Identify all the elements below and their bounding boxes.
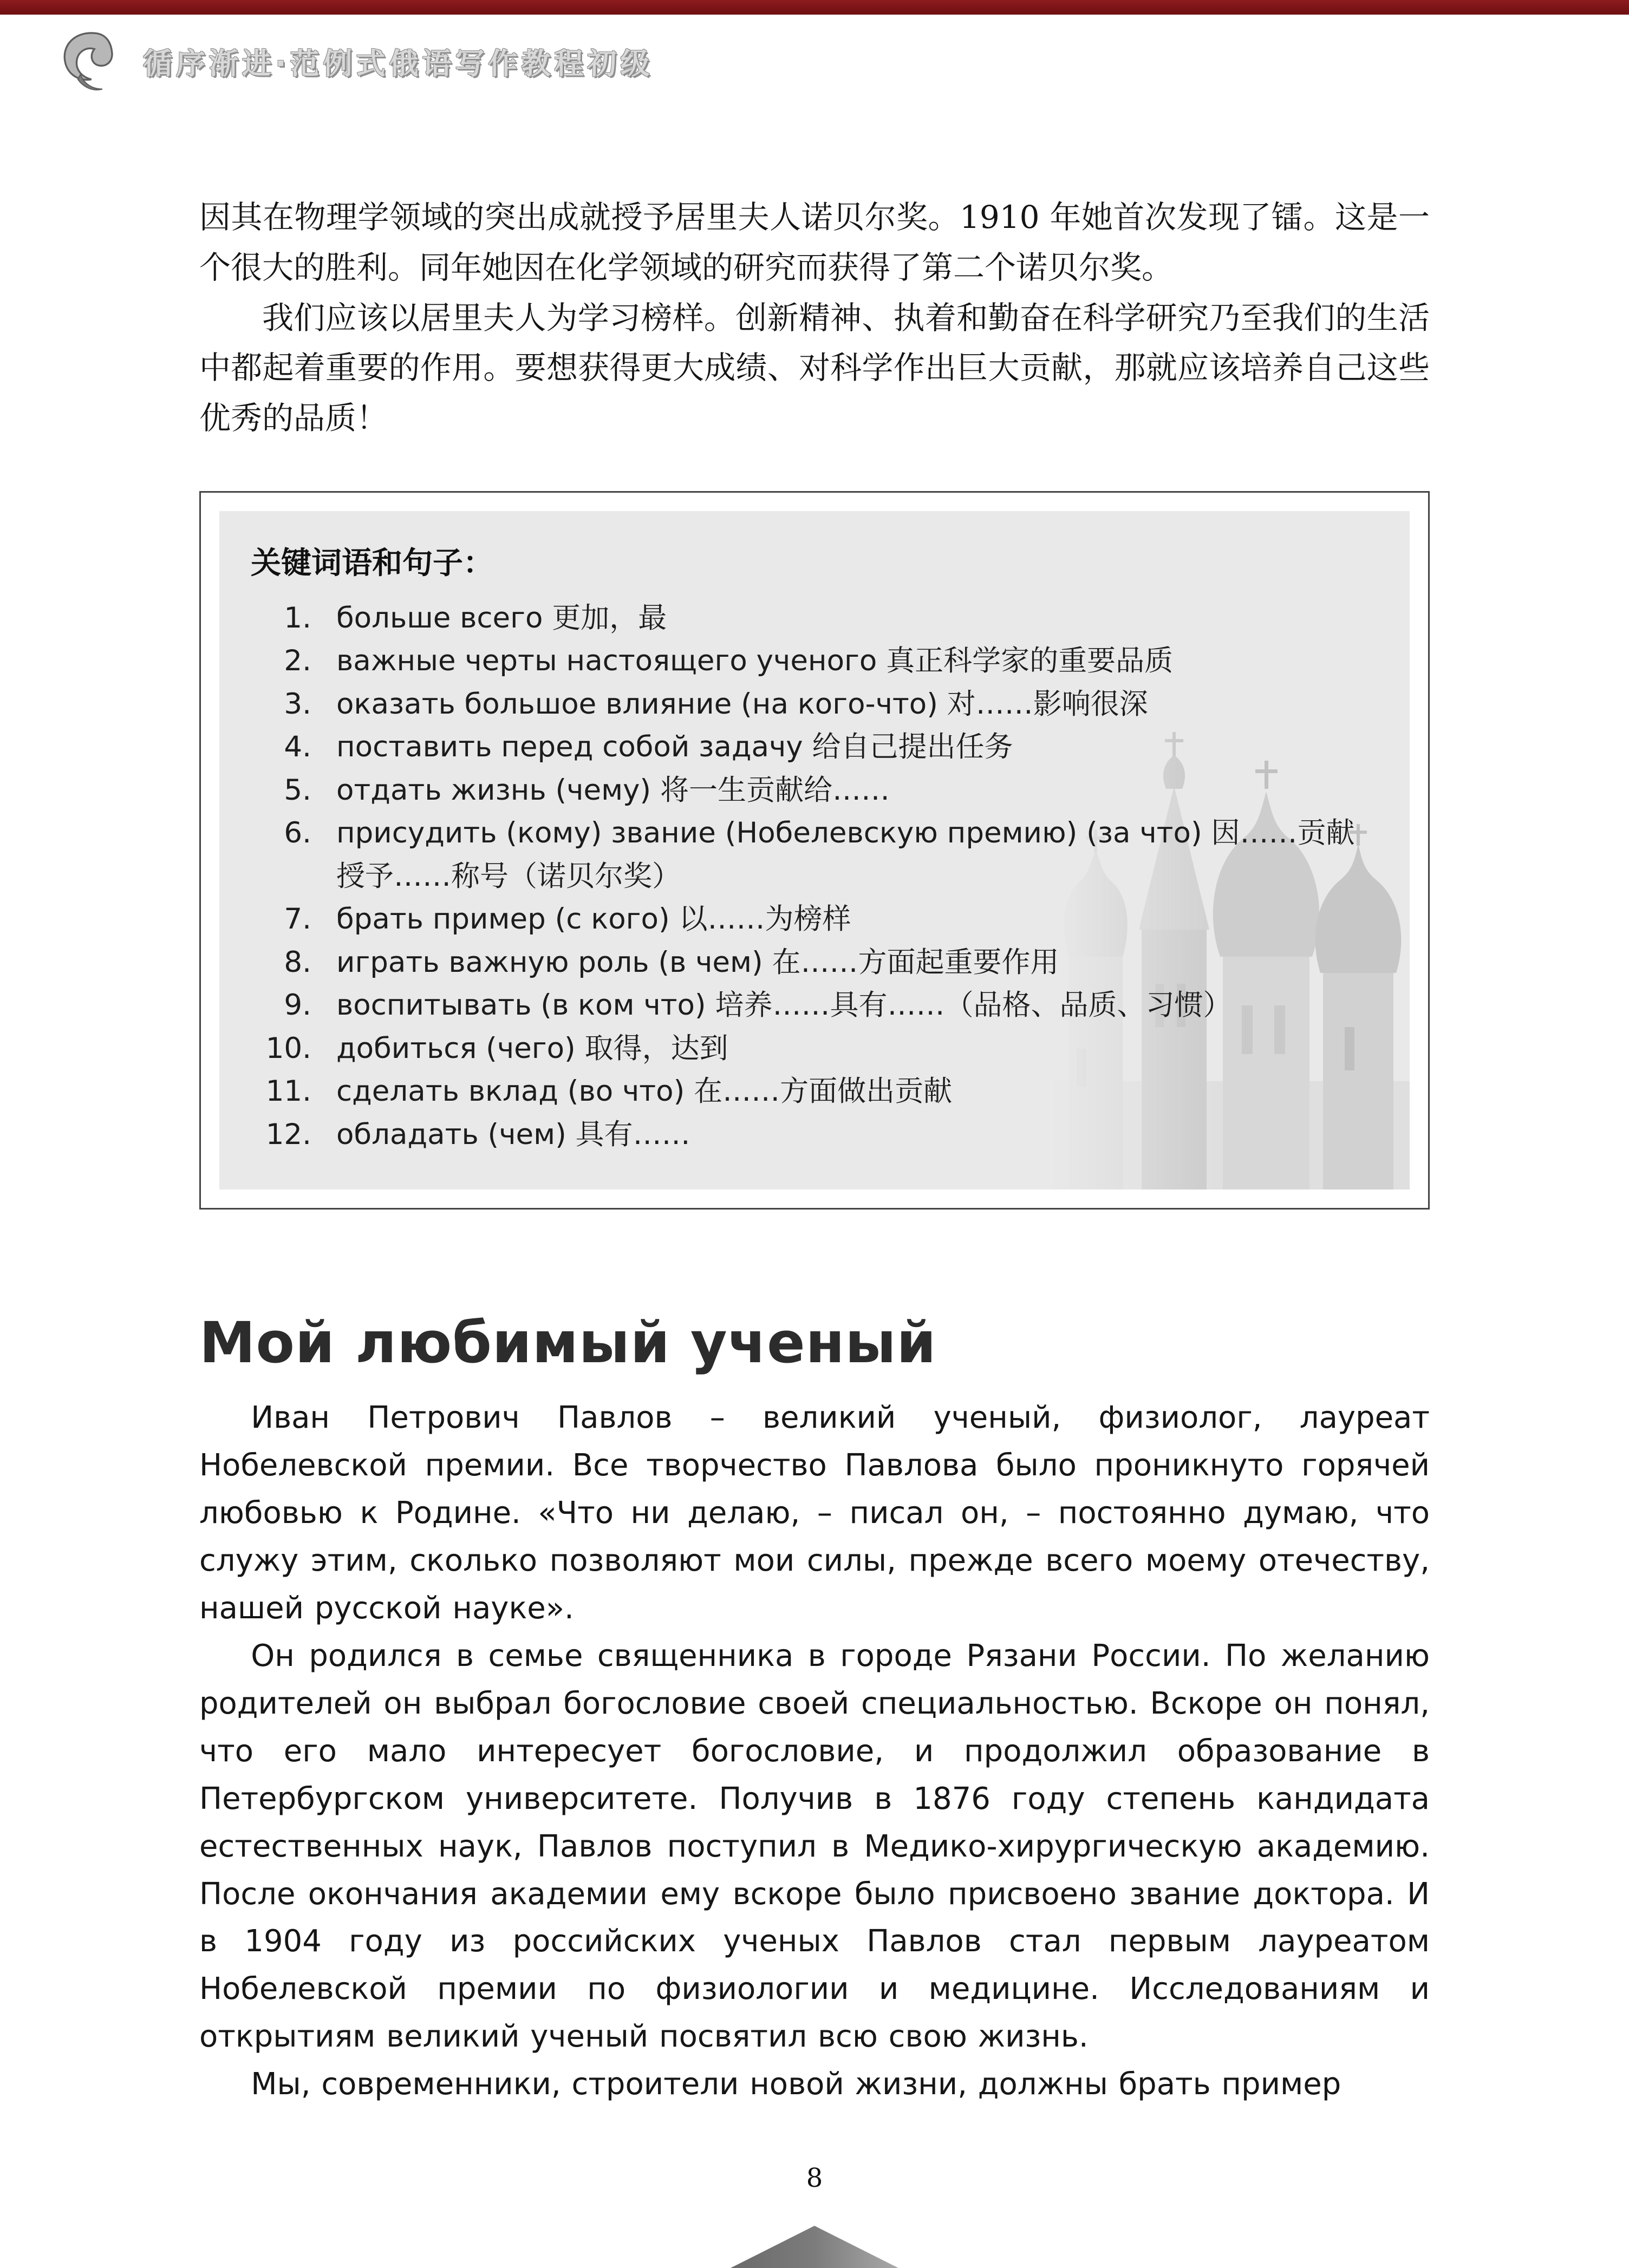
item-text: важные черты настоящего ученого 真正科学家的重要品质 (336, 644, 1174, 678)
key-phrase-item (251, 812, 1378, 898)
publisher-logo-icon (58, 31, 128, 91)
key-phrases-title: 关键词语和句子： (251, 545, 493, 581)
page-number: 8 (806, 2163, 823, 2193)
item-number: 9. (284, 989, 311, 1022)
key-phrase-item (251, 1027, 1378, 1070)
item-number: 12. (265, 1117, 311, 1151)
top-accent-bar (0, 0, 1629, 15)
item-text: сделать вклад (во что) 在……方面做出贡献 (336, 1075, 953, 1108)
key-phrase-item (251, 769, 1378, 812)
key-phrase-item (251, 941, 1378, 984)
key-phrase-item (251, 898, 1378, 941)
key-phrases-box (199, 491, 1430, 1210)
item-text: брать пример (с кого) 以……为榜样 (336, 903, 851, 936)
item-number: 7. (284, 903, 311, 936)
intro-paragraph-1: 因其在物理学领域的突出成就授予居里夫人诺贝尔奖。1910 年她首次发现了镭。这是一个很大的胜利。同年她因在化学领域的研究而获得了第二个诺贝尔奖。 (199, 199, 1430, 286)
key-phrases-list (251, 597, 1378, 1156)
item-text: добиться (чего) 取得，达到 (336, 1031, 728, 1065)
item-number: 6. (284, 816, 311, 850)
item-number: 1. (284, 601, 311, 635)
key-phrase-item (251, 597, 1378, 640)
article-title: Мой любимый ученый (199, 1310, 937, 1376)
page-content (0, 96, 1629, 2108)
item-number: 5. (284, 773, 311, 807)
item-text: оказать большое влияние (на кого-что) 对……影响很深 (336, 687, 1148, 721)
item-number: 10. (265, 1031, 311, 1065)
item-text: присудить (кому) звание (Нобелевскую премию) (за что) 因……贡献授予……称号（诺贝尔奖） (336, 816, 1355, 893)
item-text: поставить перед собой задачу 给自己提出任务 (336, 730, 1013, 764)
item-number: 4. (284, 730, 311, 764)
key-phrase-item (251, 726, 1378, 769)
intro-paragraph-2: 我们应该以居里夫人为学习榜样。创新精神、执着和勤奋在科学研究乃至我们的生活中都起着重要的作用。要想获得更大成绩、对科学作出巨大贡献，那就应该培养自己这些优秀的品质！ (199, 299, 1430, 437)
key-phrases-panel (219, 511, 1410, 1190)
item-text: играть важную роль (в чем) 在……方面起重要作用 (336, 945, 1059, 979)
key-phrase-item (251, 683, 1378, 726)
item-number: 8. (284, 945, 311, 979)
item-number: 3. (284, 687, 311, 721)
book-title: 循序渐进·范例式俄语写作教程初级 (143, 46, 654, 81)
page-header (0, 15, 1629, 96)
key-phrase-item (251, 1113, 1378, 1156)
article-paragraph-3: Мы, современники, строители новой жизни, должны брать пример (251, 2067, 1341, 2102)
article-paragraph-2: Он родился в семье священника в городе Рязани России. По желанию родителей он выбрал богословие своей специальностью. Вскоре он понял, что его мало интересует богословие, и продолжил образование в Петербургском университете. Получив в 1876 году степень кандидата естественных наук, Павлов поступил в Медико-хирургическую академию. После окончания академии ему вскоре было присвоено звание доктора. И в 1904 году из российских ученых Павлов стал первым лауреатом Нобелевской премии по физиологии и медицине. Исследованиям и открытиям великий ученый посвятил всю свою жизнь. (199, 1638, 1430, 2055)
key-phrase-item (251, 639, 1378, 683)
key-phrase-item (251, 1070, 1378, 1113)
item-text: обладать (чем) 具有…… (336, 1117, 690, 1151)
key-phrase-item (251, 984, 1378, 1027)
item-number: 2. (284, 644, 311, 678)
article-paragraph-1: Иван Петрович Павлов – великий ученый, физиолог, лауреат Нобелевской премии. Все творчество Павлова было проникнуто горячей любовью к Родине. «Что ни делаю, – писал он, – постоянно думаю, что служу этим, сколько позволяют мои силы, прежде всего моему отечеству, нашей русской науке». (199, 1400, 1430, 1626)
item-text: больше всего 更加，最 (336, 601, 667, 635)
item-text: отдать жизнь (чему) 将一生贡献给…… (336, 773, 890, 807)
bottom-corner-decoration (731, 2226, 898, 2268)
item-text: воспитывать (в ком что) 培养……具有……（品格、品质、习惯） (336, 989, 1232, 1022)
item-number: 11. (265, 1075, 311, 1108)
